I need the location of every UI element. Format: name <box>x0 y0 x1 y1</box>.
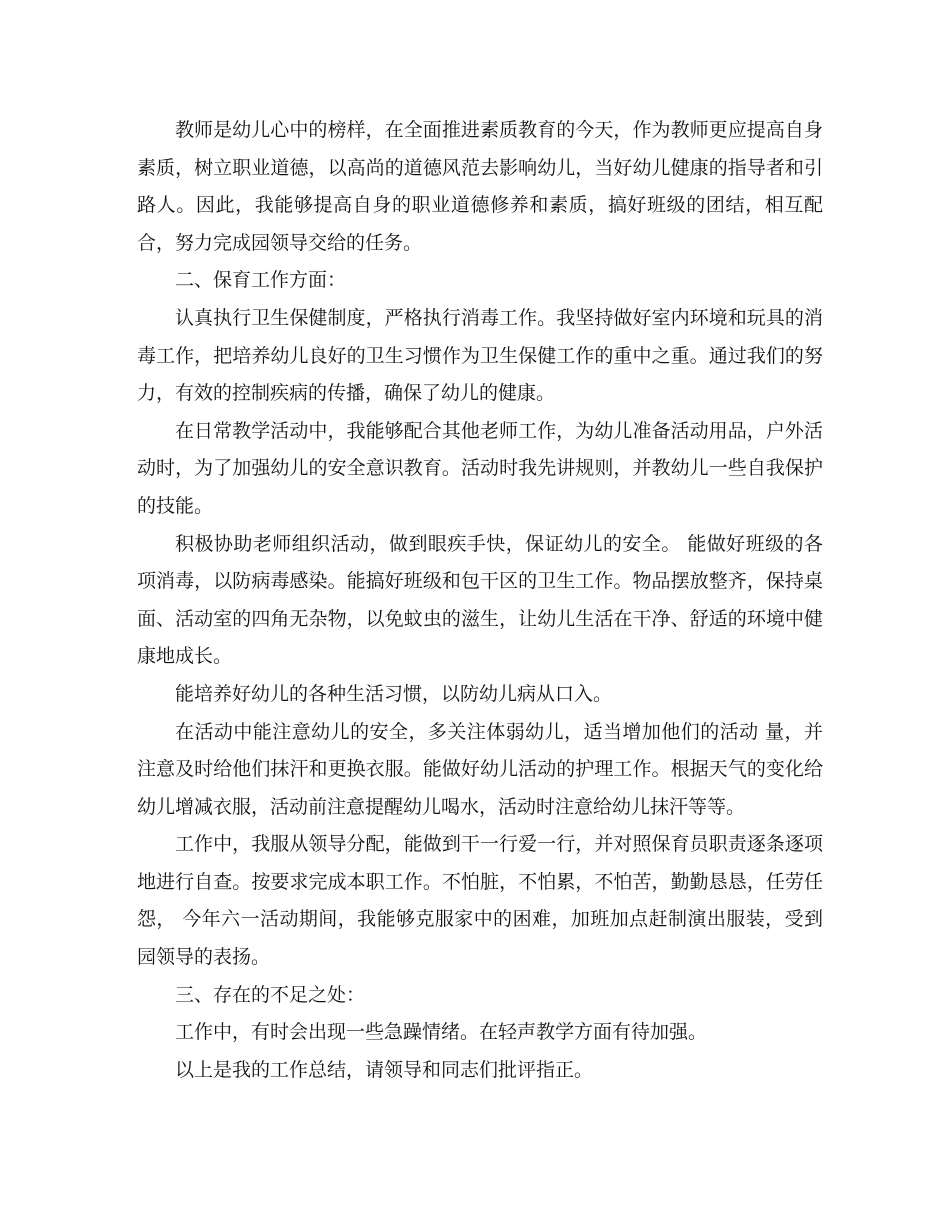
paragraph-shortcoming-detail: 工作中，有时会出现一些急躁情绪。在轻声教学方面有待加强。 <box>175 1021 708 1044</box>
document-body <box>137 112 823 1089</box>
heading-care-work: 二、保育工作方面： <box>175 269 347 292</box>
paragraph-teacher-role: 教师是幼儿心中的榜样，在全面推进素质教育的今天，作为教师更应提高自身素质，树立职业道德，以高尚的道德风范去影响幼儿，当好幼儿健康的指导者和引路人。因此，我能够提高自身的职业道德修养和素质，搞好班级的团结，相互配合，努力完成园领导交给的任务。 <box>137 119 823 254</box>
paragraph-daily-activities: 在日常教学活动中，我能够配合其他老师工作，为幼儿准备活动用品，户外活动时，为了加强幼儿的安全意识教育。活动时我先讲规则，并教幼儿一些自我保护的技能。 <box>137 419 823 517</box>
paragraph-safety: 在活动中能注意幼儿的安全，多关注体弱幼儿，适当增加他们的活动 量，并注意及时给他们抹汗和更换衣服。能做好幼儿活动的护理工作。根据天气的变化给幼儿增减衣服，活动前注意提醒幼儿喝水，活动时注意给幼儿抹汗等等。 <box>137 720 823 818</box>
heading-shortcomings: 三、存在的不足之处： <box>175 983 366 1006</box>
paragraph-hygiene: 认真执行卫生保健制度，严格执行消毒工作。我坚持做好室内环境和玩具的消毒工作，把培养幼儿良好的卫生习惯作为卫生保健工作的重中之重。通过我们的努力，有效的控制疾病的传播，确保了幼儿的健康。 <box>137 306 823 405</box>
paragraph-work-attitude: 工作中，我服从领导分配，能做到干一行爱一行，并对照保育员职责逐条逐项地进行自查。按要求完成本职工作。不怕脏，不怕累，不怕苦，勤勤恳恳，任劳任怨， 今年六一活动期间，我能够克服家中的困难，加班加点赶制演出服装，受到园领导的表扬。 <box>137 833 823 969</box>
paragraph-closing: 以上是我的工作总结，请领导和同志们批评指正。 <box>175 1058 594 1081</box>
paragraph-assist-teacher: 积极协助老师组织活动，做到眼疾手快，保证幼儿的安全。 能做好班级的各项消毒，以防病毒感染。能搞好班级和包干区的卫生工作。物品摆放整齐，保持桌面、活动室的四角无杂物，以免蚊虫的滋生，让幼儿生活在干净、舒适的环境中健康地成长。 <box>137 532 823 668</box>
paragraph-habits: 能培养好幼儿的各种生活习惯，以防幼儿病从口入。 <box>175 682 613 705</box>
